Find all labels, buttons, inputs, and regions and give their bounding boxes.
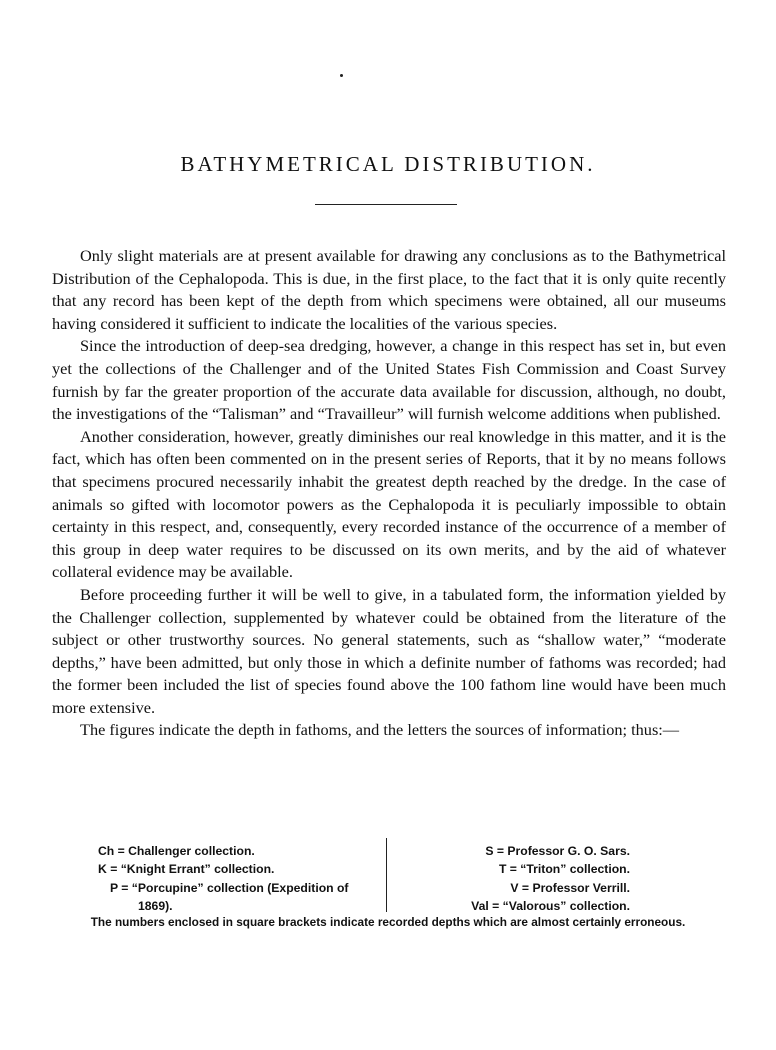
legend-divider — [386, 838, 387, 912]
footnote: The numbers enclosed in square brackets indicate recorded depths which are almost certainly erroneous. — [90, 915, 686, 929]
paragraph: Another consideration, however, greatly diminishes our real knowledge in this matter, and it is the fact, which has often been commented on in the present series of Reports, that it by no means follows that specimens procured necessarily inhabit the greatest depth reached by the dredge. In the case of animals so gifted with locomotor powers as the Cephalopoda it is peculiarly impossible to obtain certainty in this respect, and, consequently, every recorded instance of the occurrence of a member of this group in deep water requires to be discussed on its own merits, and by the aid of whatever collateral evidence may be available. — [52, 426, 726, 582]
paragraph: The figures indicate the depth in fathoms, and the letters the sources of information; thus:— — [80, 720, 680, 740]
legend-entry-p: P = “Porcupine” collection (Expedition of — [110, 880, 349, 895]
legend-entry-p-cont: 1869). — [138, 899, 173, 914]
page-mark — [340, 74, 343, 77]
legend-left — [98, 842, 378, 916]
paragraph: Before proceeding further it will be well to give, in a tabulated form, the information yielded by the Challenger collection, supplemented by whatever could be obtained from the literature of the subject or other trustworthy sources. No general statements, such as “shallow water,” “moderate depths,” have been admitted, but only those in which a definite number of fathoms was recorded; had the former been included the list of species found above the 100 fathom line would have been much more extensive. — [52, 584, 726, 717]
title-rule — [315, 204, 457, 205]
page-title: BATHYMETRICAL DISTRIBUTION. — [180, 152, 596, 177]
legend-entry-val: Val = “Valorous” collection. — [471, 899, 630, 914]
paragraph: Only slight materials are at present available for drawing any conclusions as to the Bathymetrical Distribution of the Cephalopoda. This is due, in the first place, to the fact that it is only quite recently that any record has been kept of the depth from which specimens were obtained, all our museums having considered it sufficient to indicate the localities of the various species. — [52, 246, 726, 333]
paragraph: Since the introduction of deep-sea dredging, however, a change in this respect has set in, but even yet the collections of the Challenger and of the United States Fish Commission and Coast Survey furnish by far the greater proportion of the accurate data available for discussion, although, no doubt, the investigations of the “Talisman” and “Travailleur” will furnish welcome additions when published. — [52, 336, 726, 424]
body-text — [52, 245, 726, 742]
legend-entry-v: V = Professor Verrill. — [510, 880, 630, 895]
legend-entry-t: T = “Triton” collection. — [498, 862, 630, 877]
legend-entry-ch: Ch = Challenger collection. — [98, 844, 255, 858]
legend-right — [410, 842, 630, 916]
legend-entry-s: S = Professor G. O. Sars. — [485, 844, 630, 858]
legend-entry-k: K = “Knight Errant” collection. — [98, 862, 275, 877]
